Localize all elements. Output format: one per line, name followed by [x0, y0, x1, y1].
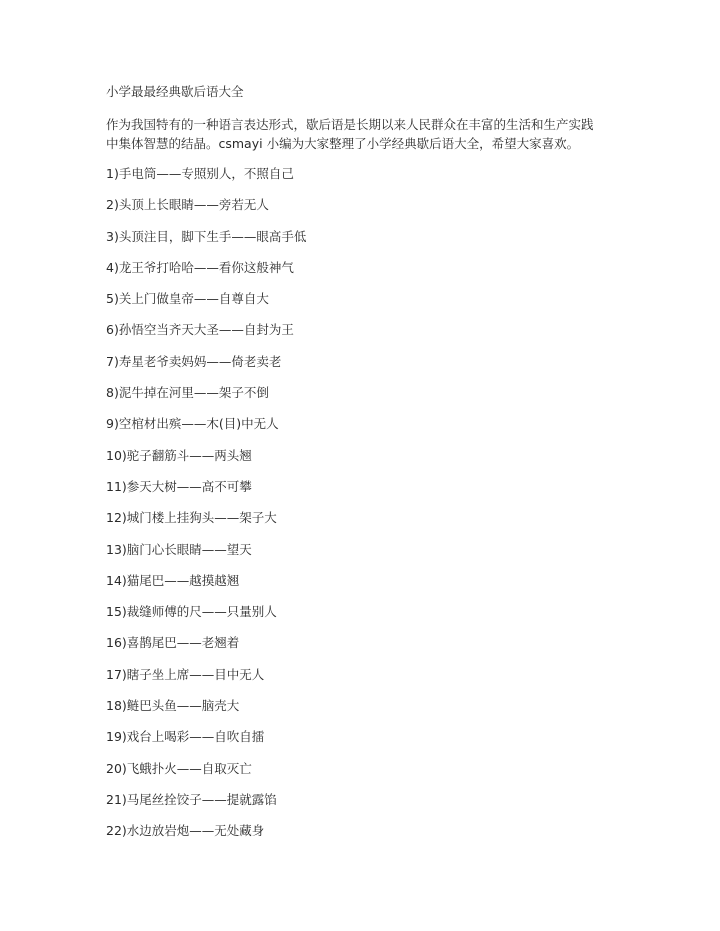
- intro-paragraph: [106, 115, 626, 153]
- saying-item: 19)戏台上喝彩——自吹自擂: [106, 729, 265, 745]
- document-title: 小学最最经典歇后语大全: [106, 84, 244, 99]
- saying-item: 6)孙悟空当齐天大圣——自封为王: [106, 322, 294, 338]
- saying-item: 7)寿星老爷卖妈妈——倚老卖老: [106, 353, 282, 369]
- saying-list: [106, 166, 306, 855]
- intro-line: 作为我国特有的一种语言表达形式，歇后语是长期以来人民群众在丰富的生活和生产实践: [106, 117, 594, 132]
- saying-item: 4)龙王爷打哈哈——看你这般神气: [106, 259, 294, 275]
- saying-item: 5)关上门做皇帝——自尊自大: [106, 291, 269, 307]
- saying-item: 1)手电筒——专照别人，不照自己: [106, 166, 294, 181]
- saying-item: 18)鲢巴头鱼——脑壳大: [106, 698, 240, 714]
- saying-item: 8)泥牛掉在河里——架子不倒: [106, 385, 269, 401]
- saying-item: 15)裁缝师傅的尺——只量别人: [106, 604, 277, 620]
- saying-item: 9)空棺材出殡——木(目)中无人: [106, 416, 279, 432]
- saying-item: 16)喜鹊尾巴——老翘着: [106, 635, 240, 651]
- saying-item: 3)头顶注目，脚下生手——眼高手低: [106, 228, 307, 244]
- saying-item: 17)瞎子坐上席——目中无人: [106, 666, 265, 682]
- saying-item: 21)马尾丝拴饺子——提就露馅: [106, 791, 277, 807]
- saying-item: 11)参天大树——高不可攀: [106, 478, 252, 494]
- intro-line: 中集体智慧的结晶。csmayi 小编为大家整理了小学经典歇后语大全，希望大家喜欢。: [106, 136, 580, 151]
- saying-item: 22)水边放岩炮——无处藏身: [106, 823, 265, 839]
- saying-item: 2)头顶上长眼睛——旁若无人: [106, 197, 269, 213]
- saying-item: 14)猫尾巴——越摸越翘: [106, 572, 240, 588]
- saying-item: 20)飞蛾扑火——自取灭亡: [106, 760, 252, 776]
- saying-item: 13)脑门心长眼睛——望天: [106, 541, 252, 557]
- saying-item: 12)城门楼上挂狗头——架子大: [106, 510, 277, 526]
- saying-item: 10)驼子翻筋斗——两头翘: [106, 447, 252, 463]
